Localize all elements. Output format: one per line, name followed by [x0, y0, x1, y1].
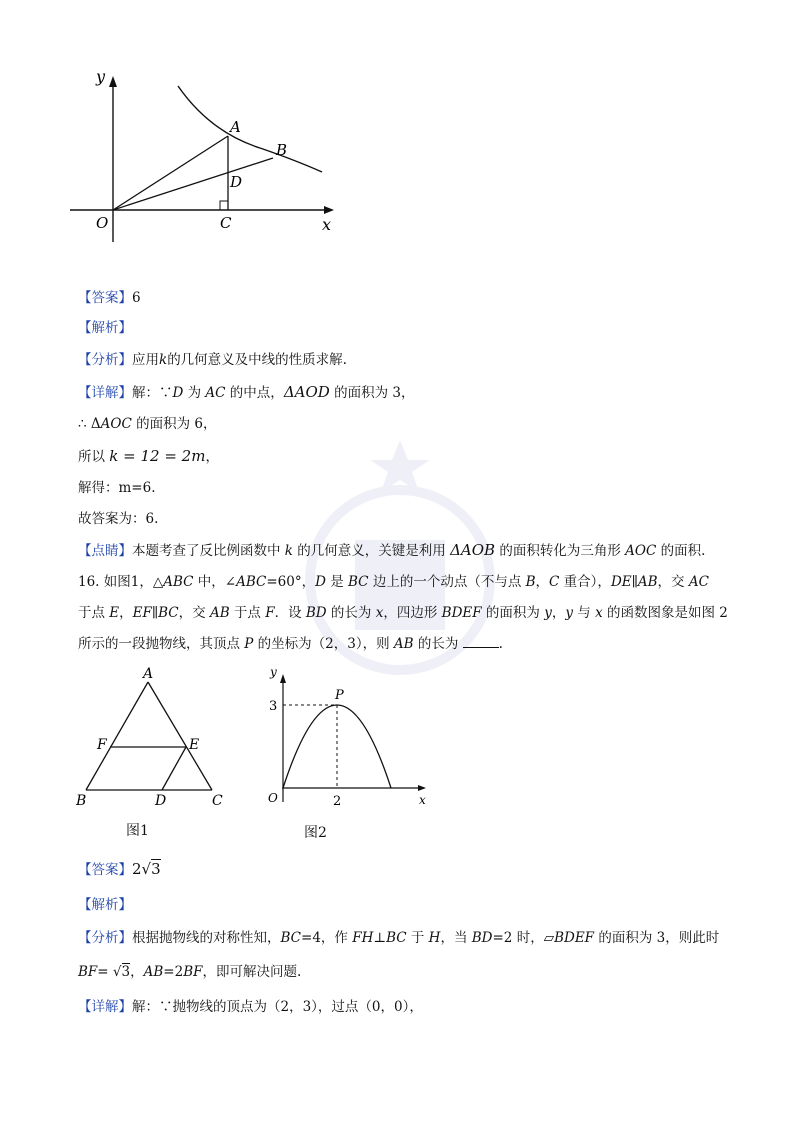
q16-fenxi-2: BF= √3，AB=2BF，即可解决问题.: [78, 964, 302, 980]
q15-dianjing: 【点睛】本题考查了反比例函数中 k 的几何意义，关键是利用 ΔAOB 的面积转化为三角形 AOC 的面积.: [78, 541, 706, 559]
q15-detail-5: 故答案为：6.: [78, 511, 159, 527]
q16-detail: 【详解】解：∵抛物线的顶点为（2，3），过点（0，0），: [78, 999, 423, 1015]
fig1-point-c: C: [220, 214, 232, 232]
para-origin-label: O: [268, 791, 278, 805]
caption-fig1: 图1: [126, 823, 149, 839]
answer-blank: [463, 635, 499, 648]
q16-line-3: 所示的一段抛物线，其顶点 P 的坐标为（2，3），则 AB 的长为 .: [78, 636, 503, 652]
caption-fig2: 图2: [304, 825, 327, 841]
tri-point-c: C: [212, 793, 223, 809]
para-y-tick: 3: [269, 699, 278, 714]
tri-point-b: B: [76, 793, 87, 809]
answer-tag: 【答案】: [78, 290, 132, 306]
fig1-point-a: A: [230, 118, 241, 136]
para-x-tick: 2: [333, 794, 342, 809]
tri-point-f: F: [97, 737, 107, 753]
q16-fenxi-1: 【分析】根据抛物线的对称性知，BC=4，作 FH⊥BC 于 H，当 BD=2 时，▱BDEF 的面积为 3，则此时: [78, 930, 720, 946]
tri-point-e: E: [189, 737, 200, 753]
para-x-label: x: [419, 793, 426, 807]
q16-analysis-tag: 【解析】: [78, 897, 132, 913]
q15-fenxi: 【分析】应用k的几何意义及中线的性质求解.: [78, 352, 347, 368]
q15-answer: [78, 289, 141, 307]
fig1-x-label: x: [322, 215, 332, 234]
q15-detail-2: ∴ ΔAOC 的面积为 6，: [78, 416, 217, 432]
fig1-origin-label: O: [96, 214, 109, 232]
para-point-p: P: [335, 688, 344, 703]
para-y-label: y: [270, 665, 277, 679]
q15-detail-3: 所以 k = 12 = 2m，: [78, 447, 219, 465]
q15-detail-4: 解得：m=6.: [78, 480, 156, 496]
figure-parabola: [258, 662, 438, 822]
fig1-point-b: B: [276, 141, 288, 159]
tri-point-d: D: [155, 793, 167, 809]
q15-analysis-tag: 【解析】: [78, 320, 132, 336]
fig1-y-label: y: [96, 67, 106, 86]
q15-detail-1: 【详解】解：∵D 为 AC 的中点，ΔAOD 的面积为 3，: [78, 383, 415, 401]
answer-value: 6: [132, 290, 141, 306]
q16-answer: 【答案】2√3: [78, 860, 161, 878]
figure-hyperbola: [60, 60, 350, 250]
tri-point-a: A: [143, 666, 154, 682]
q16-line-1: 16. 如图1，△ABC 中，∠ABC=60°，D 是 BC 边上的一个动点（不与点 B，C 重合），DE∥AB，交 AC: [78, 574, 709, 590]
figure-triangle: [72, 662, 232, 842]
q16-line-2: 于点 E，EF∥BC，交 AB 于点 F．设 BD 的长为 x，四边形 BDEF 的面积为 y，y 与 x 的函数图象是如图 2: [78, 605, 728, 621]
fig1-point-d: D: [230, 173, 243, 191]
